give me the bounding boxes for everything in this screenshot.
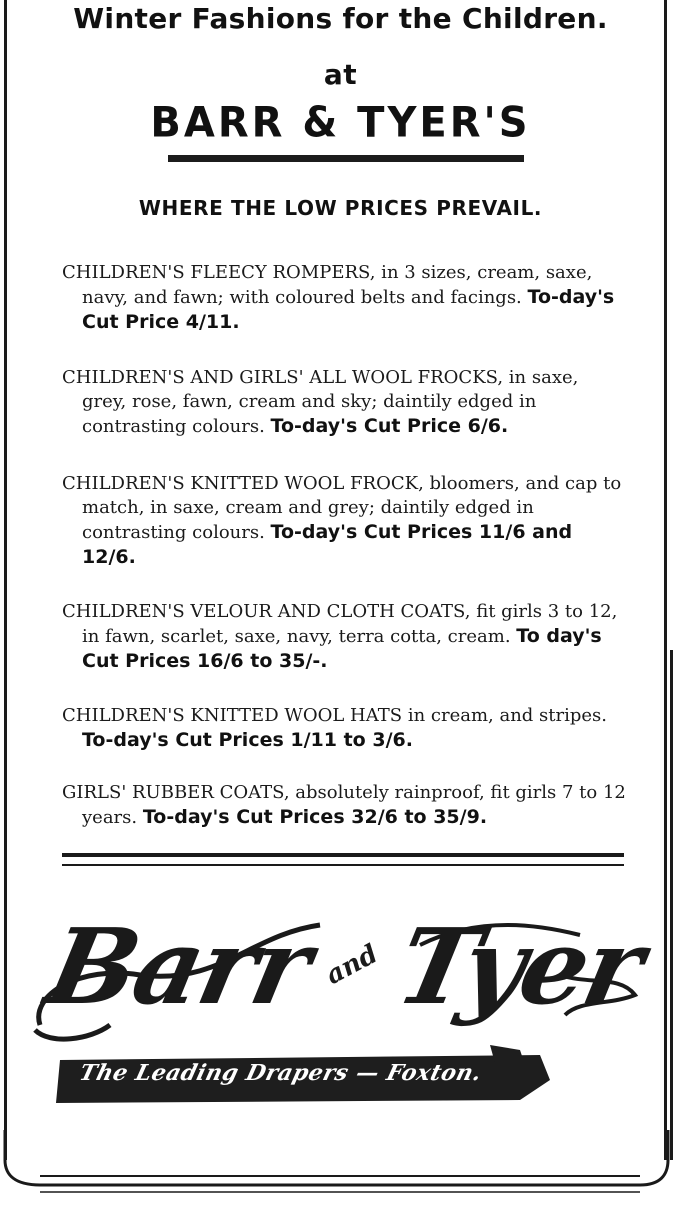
product-item-rompers xyxy=(62,261,628,335)
product-item-rubber-coats xyxy=(62,781,628,830)
left-border-rule xyxy=(4,0,7,1160)
logo-word-barr: Barr xyxy=(36,905,320,1028)
logo-word-and: and xyxy=(321,939,383,991)
item-price: To day's Cut Prices 16/6 to 35/-. xyxy=(82,625,602,672)
product-item-knitted-frock xyxy=(62,472,628,570)
headline: Winter Fashions for the Children. xyxy=(73,2,608,35)
item-price: To-day's Cut Prices 11/6 and 12/6. xyxy=(82,521,573,568)
logo-word-tyer: Tyer xyxy=(386,905,653,1028)
tagline: WHERE THE LOW PRICES PREVAIL. xyxy=(138,196,543,220)
bottom-frame-border xyxy=(0,1130,681,1200)
item-price: To-day's Cut Price 4/11. xyxy=(82,286,615,333)
item-description: CHILDREN'S KNITTED WOOL FROCK, bloomers, and cap to match, in saxe, cream and grey; daintily edged in contrasting colours. xyxy=(62,473,622,543)
item-price: To-day's Cut Prices 1/11 to 3/6. xyxy=(82,729,413,751)
item-description: CHILDREN'S FLEECY ROMPERS, in 3 sizes, cream, saxe, navy, and fawn; with coloured belts and facings. xyxy=(62,262,593,308)
item-description: CHILDREN'S VELOUR AND CLOTH COATS, fit girls 3 to 12, in fawn, scarlet, saxe, navy, terra cotta, cream. xyxy=(62,601,618,647)
right-inner-border-rule xyxy=(670,650,673,1160)
right-border-rule xyxy=(664,0,667,1160)
product-item-wool-frocks xyxy=(62,366,628,439)
store-logo xyxy=(20,905,660,1135)
heading-underline-rule xyxy=(168,155,524,162)
item-price: To-day's Cut Prices 32/6 to 35/9. xyxy=(142,806,488,828)
item-description: CHILDREN'S KNITTED WOOL HATS in cream, and stripes. xyxy=(62,705,608,726)
product-item-hats xyxy=(62,704,628,753)
logo-banner-text: The Leading Drapers — Foxton. xyxy=(76,1060,485,1086)
product-item-coats xyxy=(62,600,628,674)
section-divider-thin xyxy=(62,864,624,866)
item-price: To-day's Cut Price 6/6. xyxy=(270,415,509,437)
item-description: CHILDREN'S AND GIRLS' ALL WOOL FROCKS, in saxe, grey, rose, fawn, cream and sky; daintily edged in contrasting colours. xyxy=(62,367,579,437)
section-divider-thick xyxy=(62,853,624,857)
item-description: GIRLS' RUBBER COATS, absolutely rainproof, fit girls 7 to 12 years. xyxy=(62,782,626,828)
headline-at: at xyxy=(323,58,358,91)
store-name: BARR & TYER'S xyxy=(150,98,531,148)
